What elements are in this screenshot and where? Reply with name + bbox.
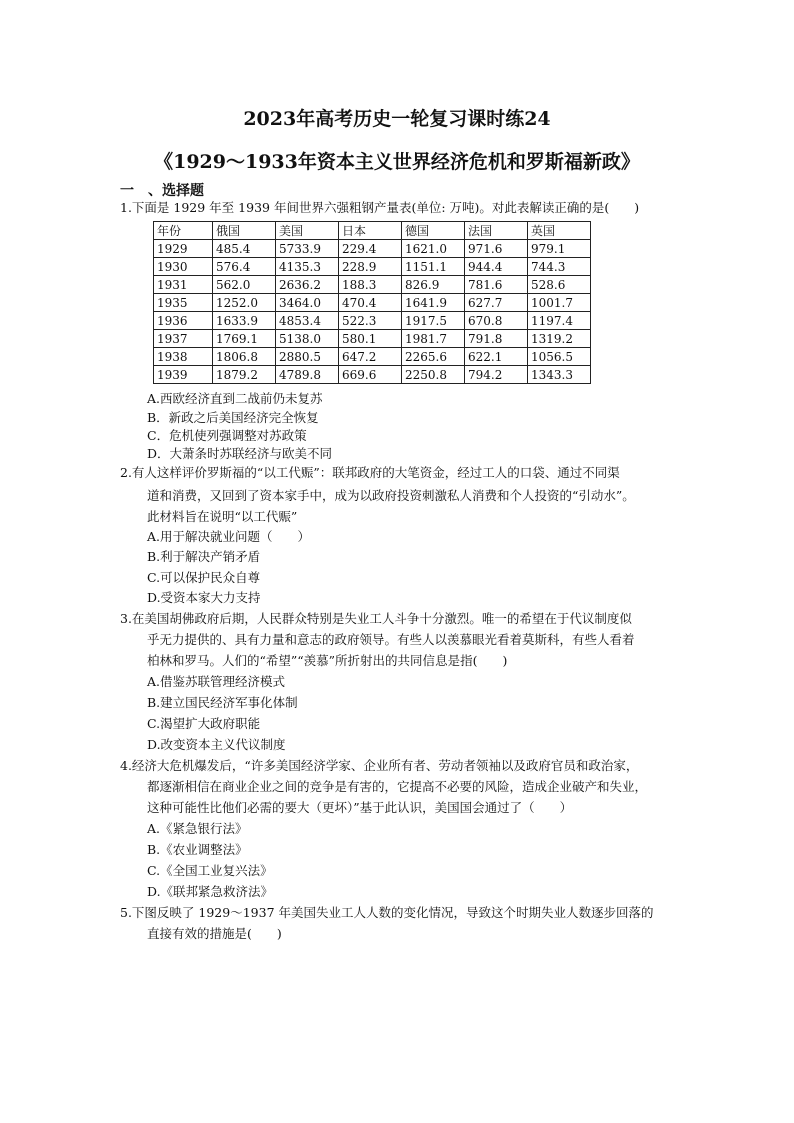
table-cell: 2265.6 [402, 348, 465, 366]
table-cell: 576.4 [213, 258, 276, 276]
table-header-cell: 年份 [154, 222, 213, 240]
table-cell: 622.1 [465, 348, 528, 366]
table-cell: 522.3 [339, 312, 402, 330]
table-cell: 1252.0 [213, 294, 276, 312]
table-cell: 670.8 [465, 312, 528, 330]
question-2-stem-line-2: 道和消费，又回到了资本家手中，成为以政府投资刺激私人消费和个人投资的“引动水”。 [147, 488, 635, 503]
question-4-option-c: C.《全国工业复兴法》 [147, 863, 273, 878]
table-cell: 2250.8 [402, 366, 465, 384]
page-subtitle: 《1929～1933年资本主义世界经济危机和罗斯福新政》 [154, 151, 640, 173]
question-2-option-c: C.可以保护民众自尊 [147, 570, 261, 585]
table-cell: 1806.8 [213, 348, 276, 366]
section-heading: 一 、选择题 [120, 183, 204, 199]
question-2-option-b: B.利于解决产销矛盾 [147, 549, 261, 564]
table-cell: 979.1 [528, 240, 591, 258]
table-cell: 781.6 [465, 276, 528, 294]
table-cell: 791.8 [465, 330, 528, 348]
table-row [154, 366, 591, 384]
table-cell: 1769.1 [213, 330, 276, 348]
table-row [154, 240, 591, 258]
question-2-stem-line-1: 2.有人这样评价罗斯福的“以工代赈”：联邦政府的大笔资金，经过工人的口袋、通过不同渠 [120, 465, 620, 480]
table-cell: 971.6 [465, 240, 528, 258]
table-header-cell: 德国 [402, 222, 465, 240]
table-row [154, 312, 591, 330]
question-4-option-a: A.《紧急银行法》 [147, 821, 248, 836]
question-3-option-b: B.建立国民经济军事化体制 [147, 695, 298, 710]
table-cell: 1936 [154, 312, 213, 330]
question-1-option-c: C．危机使列强调整对苏政策 [147, 428, 307, 443]
question-4-stem-line-3: 这种可能性比他们必需的要大（更坏）”基于此认识，美国国会通过了（ ） [147, 800, 573, 815]
question-3-option-c: C.渴望扩大政府职能 [147, 716, 261, 731]
table-cell: 1641.9 [402, 294, 465, 312]
question-4-stem-line-2: 都逐渐相信在商业企业之间的竞争是有害的，它提高不必要的风险，造成企业破产和失业， [147, 779, 648, 794]
table-cell: 1151.1 [402, 258, 465, 276]
table-cell: 744.3 [528, 258, 591, 276]
table-cell: 826.9 [402, 276, 465, 294]
table-cell: 3464.0 [276, 294, 339, 312]
table-row [154, 276, 591, 294]
table-cell: 1937 [154, 330, 213, 348]
question-2-option-a: A.用于解决就业问题（ ） [147, 529, 311, 544]
table-cell: 1929 [154, 240, 213, 258]
table-header-cell: 美国 [276, 222, 339, 240]
question-3-stem-line-1: 3.在美国胡佛政府后期，人民群众特别是失业工人斗争十分激烈。唯一的希望在于代议制度似 [120, 611, 632, 626]
table-cell: 5138.0 [276, 330, 339, 348]
table-row [154, 294, 591, 312]
table-header-cell: 法国 [465, 222, 528, 240]
table-cell: 580.1 [339, 330, 402, 348]
question-5-stem-line-1: 5.下图反映了 1929～1937 年美国失业工人人数的变化情况，导致这个时期失业人数逐步回落的 [120, 905, 654, 920]
question-3-option-d: D.改变资本主义代议制度 [147, 737, 286, 752]
table-cell: 1930 [154, 258, 213, 276]
table-cell: 2636.2 [276, 276, 339, 294]
table-cell: 794.2 [465, 366, 528, 384]
table-cell: 647.2 [339, 348, 402, 366]
question-2-stem-line-3: 此材料旨在说明“以工代赈” [147, 509, 298, 524]
table-cell: 1343.3 [528, 366, 591, 384]
table-cell: 470.4 [339, 294, 402, 312]
table-row [154, 258, 591, 276]
table-cell: 1935 [154, 294, 213, 312]
question-3-stem-line-3: 柏林和罗马。人们的“希望”“羡慕”所折射出的共同信息是指( ) [147, 653, 508, 668]
table-cell: 4853.4 [276, 312, 339, 330]
table-cell: 1001.7 [528, 294, 591, 312]
table-header-cell: 日本 [339, 222, 402, 240]
table-header-row [154, 222, 591, 240]
table-cell: 1633.9 [213, 312, 276, 330]
table-cell: 485.4 [213, 240, 276, 258]
table-cell: 5733.9 [276, 240, 339, 258]
question-4-option-d: D.《联邦紧急救济法》 [147, 884, 274, 899]
table-cell: 1931 [154, 276, 213, 294]
question-4-stem-line-1: 4.经济大危机爆发后，“许多美国经济学家、企业所有者、劳动者领袖以及政府官员和政治家， [120, 758, 639, 773]
table-cell: 562.0 [213, 276, 276, 294]
table-cell: 1621.0 [402, 240, 465, 258]
question-4-option-b: B.《农业调整法》 [147, 842, 248, 857]
question-1-stem: 1.下面是 1929 年至 1939 年间世界六强粗钢产量表(单位: 万吨)。对此表解读正确的是( ) [120, 200, 640, 215]
table-header-cell: 英国 [528, 222, 591, 240]
question-1-option-b: B．新政之后美国经济完全恢复 [147, 410, 319, 425]
table-cell: 627.7 [465, 294, 528, 312]
question-3-option-a: A.借鉴苏联管理经济模式 [147, 674, 286, 689]
table-cell: 1319.2 [528, 330, 591, 348]
table-cell: 2880.5 [276, 348, 339, 366]
table-cell: 1879.2 [213, 366, 276, 384]
table-cell: 1056.5 [528, 348, 591, 366]
table-row [154, 348, 591, 366]
table-cell: 1917.5 [402, 312, 465, 330]
question-2-option-d: D.受资本家大力支持 [147, 590, 261, 605]
steel-production-table [153, 221, 591, 384]
table-cell: 229.4 [339, 240, 402, 258]
table-cell: 528.6 [528, 276, 591, 294]
table-cell: 1981.7 [402, 330, 465, 348]
question-3-stem-line-2: 乎无力提供的、具有力量和意志的政府领导。有些人以羡慕眼光看着莫斯科，有些人看着 [147, 632, 635, 647]
table-cell: 1939 [154, 366, 213, 384]
table-cell: 944.4 [465, 258, 528, 276]
question-1-option-a: A.西欧经济直到二战前仍未复苏 [147, 391, 323, 406]
table-header-cell: 俄国 [213, 222, 276, 240]
table-cell: 1197.4 [528, 312, 591, 330]
question-1-option-d: D．大萧条时苏联经济与欧美不同 [147, 446, 333, 461]
question-5-stem-line-2: 直接有效的措施是( ) [147, 926, 282, 941]
table-cell: 188.3 [339, 276, 402, 294]
table-cell: 1938 [154, 348, 213, 366]
table-cell: 4135.3 [276, 258, 339, 276]
table-cell: 228.9 [339, 258, 402, 276]
table-cell: 4789.8 [276, 366, 339, 384]
page-title: 2023年高考历史一轮复习课时练24 [243, 108, 551, 130]
table-row [154, 330, 591, 348]
table-cell: 669.6 [339, 366, 402, 384]
